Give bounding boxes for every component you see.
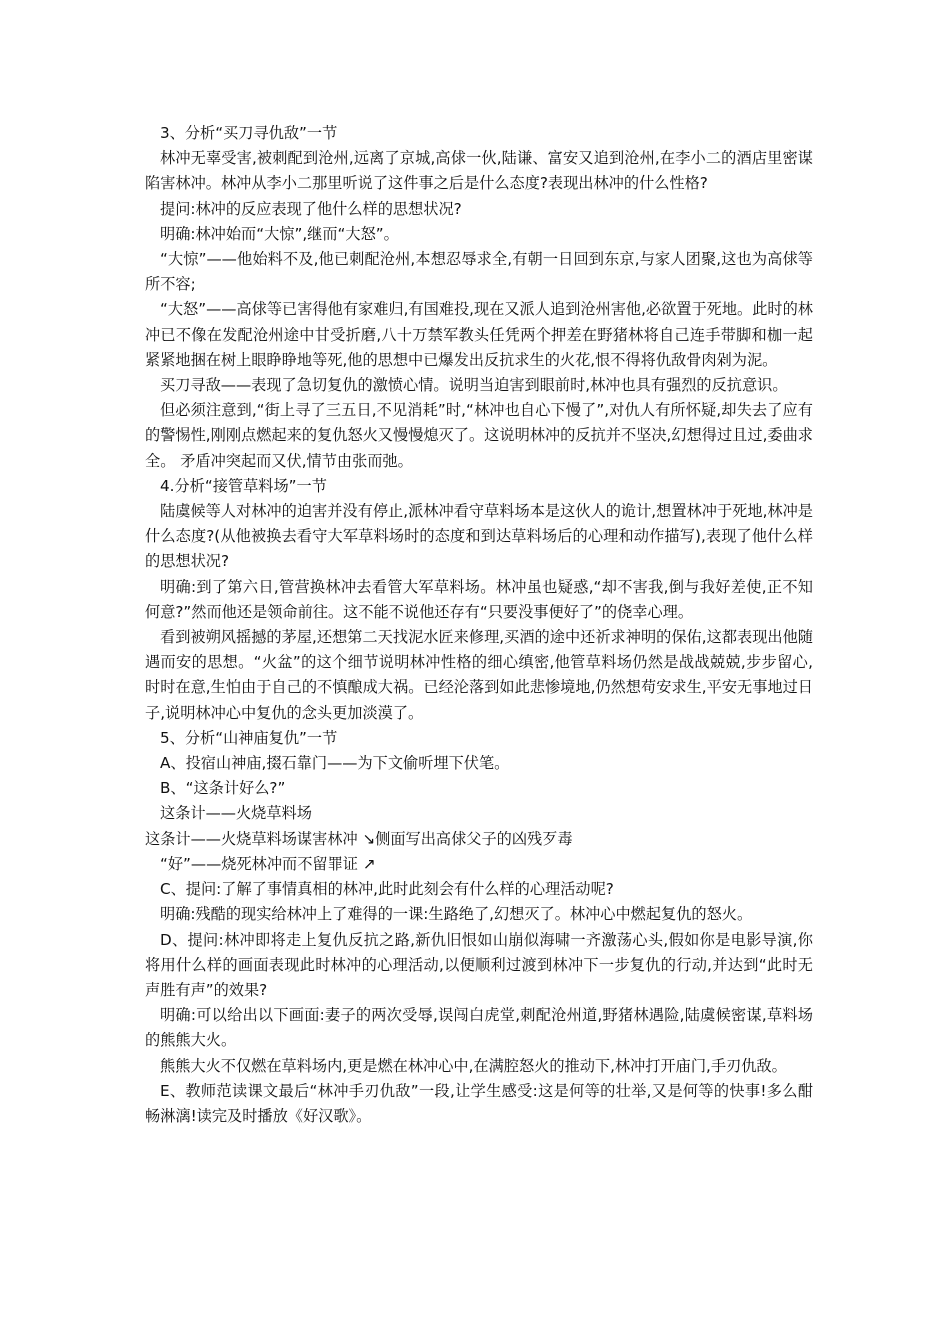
diagram-line: 这条计——火烧草料场 bbox=[160, 804, 312, 823]
paragraph: 明确:残酷的现实给林冲上了难得的一课:生路绝了,幻想灭了。林冲心中燃起复仇的怒火。 bbox=[160, 905, 753, 924]
paragraph: 明确:到了第六日,管营换林冲去看管大军草料场。林冲虽也疑惑,“却不害我,倒与我好差使,正不知何意?”然而他还是领命前往。这不能不说他还存有“只要没事便好了”的侥幸心理。 bbox=[145, 577, 813, 621]
diagram-line: “好”——烧死林冲而不留罪证 ↗ bbox=[160, 854, 376, 873]
paragraph: 看到被朔风摇撼的茅屋,还想第二天找泥水匠来修理,买酒的途中还祈求神明的保佑,这都表现出他随遇而安的思想。“火盆”的这个细节说明林冲性格的细心缜密,他管草料场仍然是战战兢兢,步步留心,时时在意,生怕由于自己的不慎酿成大祸。已经沦落到如此悲惨境地,仍然想苟安求生,平安无事地过日子,说明林冲心中复仇的念头更加淡漠了。 bbox=[145, 628, 813, 722]
paragraph: C、提问:了解了事情真相的林冲,此时此刻会有什么样的心理活动呢? bbox=[160, 880, 614, 899]
paragraph: 提问:林冲的反应表现了他什么样的思想状况? bbox=[160, 199, 462, 218]
diagram-line: 这条计——火烧草料场谋害林冲 ↘侧面写出高俅父子的凶残歹毒 bbox=[145, 829, 573, 848]
paragraph: “大惊”——他始料不及,他已刺配沧州,本想忍辱求全,有朝一日回到东京,与家人团聚,这也为高俅等所不容; bbox=[145, 250, 813, 294]
paragraph: E、教师范读课文最后“林冲手刃仇敌”一段,让学生感受:这是何等的壮举,又是何等的快事!多么酣畅淋漓!读完及时播放《好汉歌》。 bbox=[145, 1081, 813, 1125]
paragraph: 但必须注意到,“街上寻了三五日,不见消耗”时,“林冲也自心下慢了”,对仇人有所怀疑,却失去了应有的警惕性,刚刚点燃起来的复仇怒火又慢慢熄灭了。这说明林冲的反抗并不坚决,幻想得过且过,委曲求全。 矛盾冲突起而又伏,情节由张而弛。 bbox=[145, 401, 813, 470]
paragraph: 买刀寻敌——表现了急切复仇的激愤心情。说明当迫害到眼前时,林冲也具有强烈的反抗意识。 bbox=[160, 376, 788, 395]
paragraph: 熊熊大火不仅燃在草料场内,更是燃在林冲心中,在满腔怒火的推动下,林冲打开庙门,手刃仇敌。 bbox=[160, 1056, 787, 1075]
document-page bbox=[145, 121, 813, 1129]
section-heading-4: 4.分析“接管草料场”一节 bbox=[160, 476, 327, 495]
paragraph: B、“这条计好么?” bbox=[160, 779, 286, 798]
section-heading-3: 3、分析“买刀寻仇敌”一节 bbox=[160, 124, 338, 142]
paragraph: A、投宿山神庙,掇石靠门——为下文偷听埋下伏笔。 bbox=[160, 754, 510, 773]
paragraph: 林冲无辜受害,被刺配到沧州,远离了京城,高俅一伙,陆谦、富安又追到沧州,在李小二的酒店里密谋陷害林冲。林冲从李小二那里听说了这件事之后是什么态度?表现出林冲的什么性格? bbox=[145, 149, 813, 193]
paragraph: 陆虞候等人对林冲的迫害并没有停止,派林冲看守草料场本是这伙人的诡计,想置林冲于死地,林冲是什么态度?(从他被换去看守大军草料场时的态度和到达草料场后的心理和动作描写),表现了他什么样的思想状况? bbox=[145, 502, 813, 571]
section-heading-5: 5、分析“山神庙复仇”一节 bbox=[160, 728, 338, 747]
paragraph: D、提问:林冲即将走上复仇反抗之路,新仇旧恨如山崩似海啸一齐激荡心头,假如你是电影导演,你将用什么样的画面表现此时林冲的心理活动,以便顺利过渡到林冲下一步复仇的行动,并达到“此时无声胜有声”的效果? bbox=[145, 930, 813, 999]
paragraph: “大怒”——高俅等已害得他有家难归,有国难投,现在又派人追到沧州害他,必欲置于死地。此时的林冲已不像在发配沧州途中甘受折磨,八十万禁军教头任凭两个押差在野猪林将自己连手带脚和枷一起紧紧地捆在树上眼睁睁地等死,他的思想中已爆发出反抗求生的火花,恨不得将仇敌骨肉剁为泥。 bbox=[145, 300, 813, 369]
paragraph: 明确:可以给出以下画面:妻子的两次受辱,误闯白虎堂,刺配沧州道,野猪林遇险,陆虞候密谋,草料场的熊熊大火。 bbox=[145, 1006, 813, 1050]
paragraph: 明确:林冲始而“大惊”,继而“大怒”。 bbox=[160, 224, 399, 243]
